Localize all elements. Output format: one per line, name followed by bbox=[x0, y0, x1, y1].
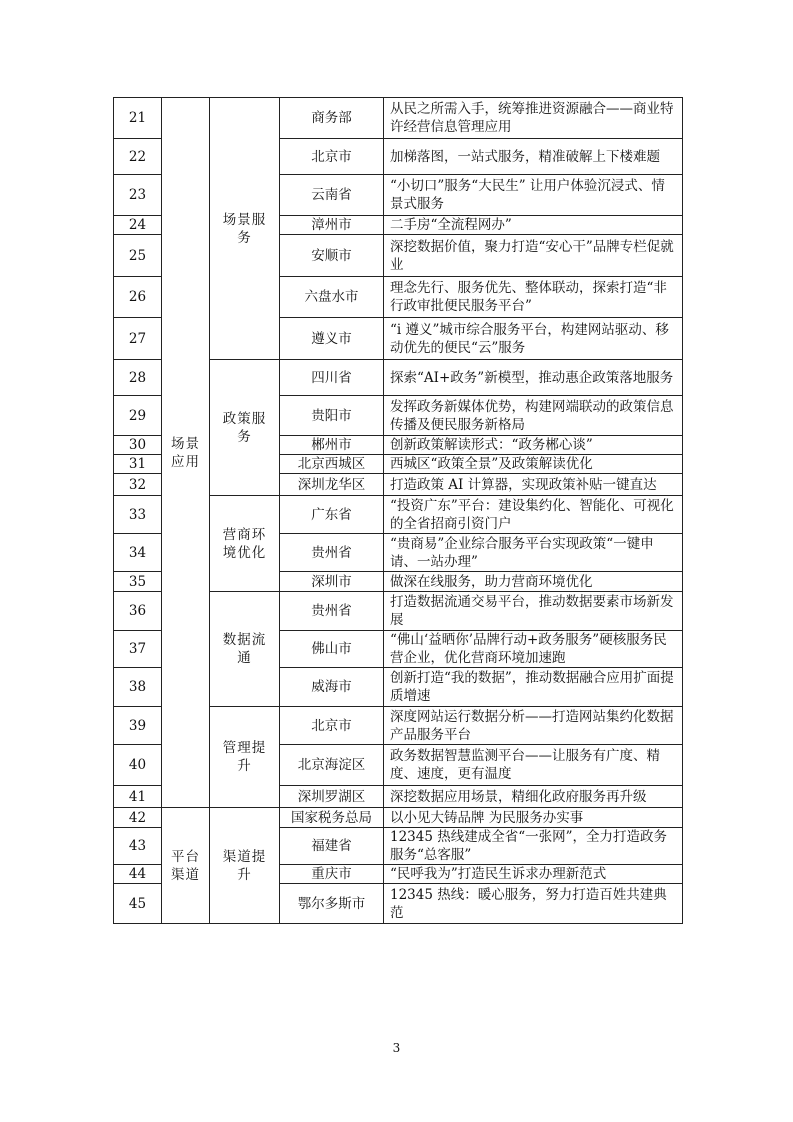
region-cell: 漳州市 bbox=[280, 216, 384, 235]
region-cell: 安顺市 bbox=[280, 235, 384, 277]
region-cell: 遵义市 bbox=[280, 318, 384, 360]
region-cell: 贵阳市 bbox=[280, 396, 384, 436]
description-cell: 深度网站运行数据分析——打造网站集约化数据产品服务平台 bbox=[384, 707, 683, 745]
row-number: 22 bbox=[114, 139, 162, 175]
region-cell: 商务部 bbox=[280, 98, 384, 139]
region-cell: 鄂尔多斯市 bbox=[280, 884, 384, 924]
row-number: 35 bbox=[114, 572, 162, 592]
description-cell: 理念先行、服务优先、整体联动，探索打造“非行政审批便民服务平台” bbox=[384, 277, 683, 318]
description-cell: 西城区“政策全景”及政策解读优化 bbox=[384, 455, 683, 474]
description-cell: 探索“AI+政务”新模型，推动惠企政策落地服务 bbox=[384, 360, 683, 396]
region-cell: 福建省 bbox=[280, 828, 384, 865]
region-cell: 佛山市 bbox=[280, 631, 384, 668]
subcategory-cell: 营商环 境优化 bbox=[210, 496, 280, 592]
row-number: 28 bbox=[114, 360, 162, 396]
description-cell: 做深在线服务，助力营商环境优化 bbox=[384, 572, 683, 592]
row-number: 27 bbox=[114, 318, 162, 360]
page-number: 3 bbox=[392, 1041, 401, 1055]
row-number: 38 bbox=[114, 668, 162, 707]
description-cell: “贵商易”企业综合服务平台实现政策“一键申请、一站办理” bbox=[384, 534, 683, 572]
region-cell: 深圳市 bbox=[280, 572, 384, 592]
row-number: 23 bbox=[114, 175, 162, 216]
description-cell: 打造政策 AI 计算器，实现政策补贴一键直达 bbox=[384, 474, 683, 496]
row-number: 30 bbox=[114, 436, 162, 455]
region-cell: 深圳龙华区 bbox=[280, 474, 384, 496]
table-row bbox=[114, 808, 683, 828]
item-table bbox=[113, 97, 683, 924]
row-number: 31 bbox=[114, 455, 162, 474]
description-cell: 从民之所需入手，统筹推进资源融合——商业特许经营信息管理应用 bbox=[384, 98, 683, 139]
row-number: 45 bbox=[114, 884, 162, 924]
description-cell: “i 遵义”城市综合服务平台，构建网站驱动、移动优先的便民“云”服务 bbox=[384, 318, 683, 360]
row-number: 26 bbox=[114, 277, 162, 318]
description-cell: 政务数据智慧监测平台——让服务有广度、精度、速度，更有温度 bbox=[384, 745, 683, 786]
row-number: 44 bbox=[114, 865, 162, 884]
subcategory-cell: 场景服 务 bbox=[210, 98, 280, 360]
row-number: 40 bbox=[114, 745, 162, 786]
row-number: 21 bbox=[114, 98, 162, 139]
region-cell: 北京西城区 bbox=[280, 455, 384, 474]
description-cell: 12345 热线建成全省“一张网”，全力打造政务服务“总客服” bbox=[384, 828, 683, 865]
region-cell: 重庆市 bbox=[280, 865, 384, 884]
description-cell: “小切口”服务“大民生” 让用户体验沉浸式、情景式服务 bbox=[384, 175, 683, 216]
row-number: 42 bbox=[114, 808, 162, 828]
region-cell: 贵州省 bbox=[280, 534, 384, 572]
subcategory-cell: 渠道提 升 bbox=[210, 808, 280, 924]
description-cell: 加梯落图，一站式服务，精准破解上下楼难题 bbox=[384, 139, 683, 175]
description-cell: 12345 热线：暖心服务，努力打造百姓共建典范 bbox=[384, 884, 683, 924]
subcategory-cell: 管理提 升 bbox=[210, 707, 280, 808]
region-cell: 贵州省 bbox=[280, 592, 384, 631]
region-cell: 北京市 bbox=[280, 707, 384, 745]
row-number: 25 bbox=[114, 235, 162, 277]
description-cell: “民呼我为”打造民生诉求办理新范式 bbox=[384, 865, 683, 884]
subcategory-cell: 政策服 务 bbox=[210, 360, 280, 496]
description-cell: “佛山‘益晒你’品牌行动+政务服务”硬核服务民营企业，优化营商环境加速跑 bbox=[384, 631, 683, 668]
description-cell: “投资广东”平台：建设集约化、智能化、可视化的全省招商引资门户 bbox=[384, 496, 683, 534]
row-number: 32 bbox=[114, 474, 162, 496]
row-number: 36 bbox=[114, 592, 162, 631]
region-cell: 广东省 bbox=[280, 496, 384, 534]
category-cell: 平台 渠道 bbox=[162, 808, 210, 924]
description-cell: 深挖数据应用场景，精细化政府服务再升级 bbox=[384, 786, 683, 808]
row-number: 34 bbox=[114, 534, 162, 572]
region-cell: 北京海淀区 bbox=[280, 745, 384, 786]
region-cell: 深圳罗湖区 bbox=[280, 786, 384, 808]
region-cell: 国家税务总局 bbox=[280, 808, 384, 828]
row-number: 33 bbox=[114, 496, 162, 534]
row-number: 24 bbox=[114, 216, 162, 235]
row-number: 39 bbox=[114, 707, 162, 745]
description-cell: 创新政策解读形式：“政务郴心谈” bbox=[384, 436, 683, 455]
row-number: 43 bbox=[114, 828, 162, 865]
table-row bbox=[114, 98, 683, 139]
region-cell: 云南省 bbox=[280, 175, 384, 216]
description-cell: 打造数据流通交易平台，推动数据要素市场新发展 bbox=[384, 592, 683, 631]
region-cell: 北京市 bbox=[280, 139, 384, 175]
description-cell: 二手房“全流程网办” bbox=[384, 216, 683, 235]
row-number: 41 bbox=[114, 786, 162, 808]
description-cell: 发挥政务新媒体优势，构建网端联动的政策信息传播及便民服务新格局 bbox=[384, 396, 683, 436]
description-cell: 以小见大铸品牌 为民服务办实事 bbox=[384, 808, 683, 828]
row-number: 37 bbox=[114, 631, 162, 668]
description-cell: 深挖数据价值，聚力打造“安心干”品牌专栏促就业 bbox=[384, 235, 683, 277]
region-cell: 四川省 bbox=[280, 360, 384, 396]
category-cell: 场景 应用 bbox=[162, 98, 210, 808]
region-cell: 郴州市 bbox=[280, 436, 384, 455]
table-body bbox=[114, 98, 683, 924]
description-cell: 创新打造“我的数据”，推动数据融合应用扩面提质增速 bbox=[384, 668, 683, 707]
region-cell: 六盘水市 bbox=[280, 277, 384, 318]
region-cell: 威海市 bbox=[280, 668, 384, 707]
subcategory-cell: 数据流 通 bbox=[210, 592, 280, 707]
row-number: 29 bbox=[114, 396, 162, 436]
